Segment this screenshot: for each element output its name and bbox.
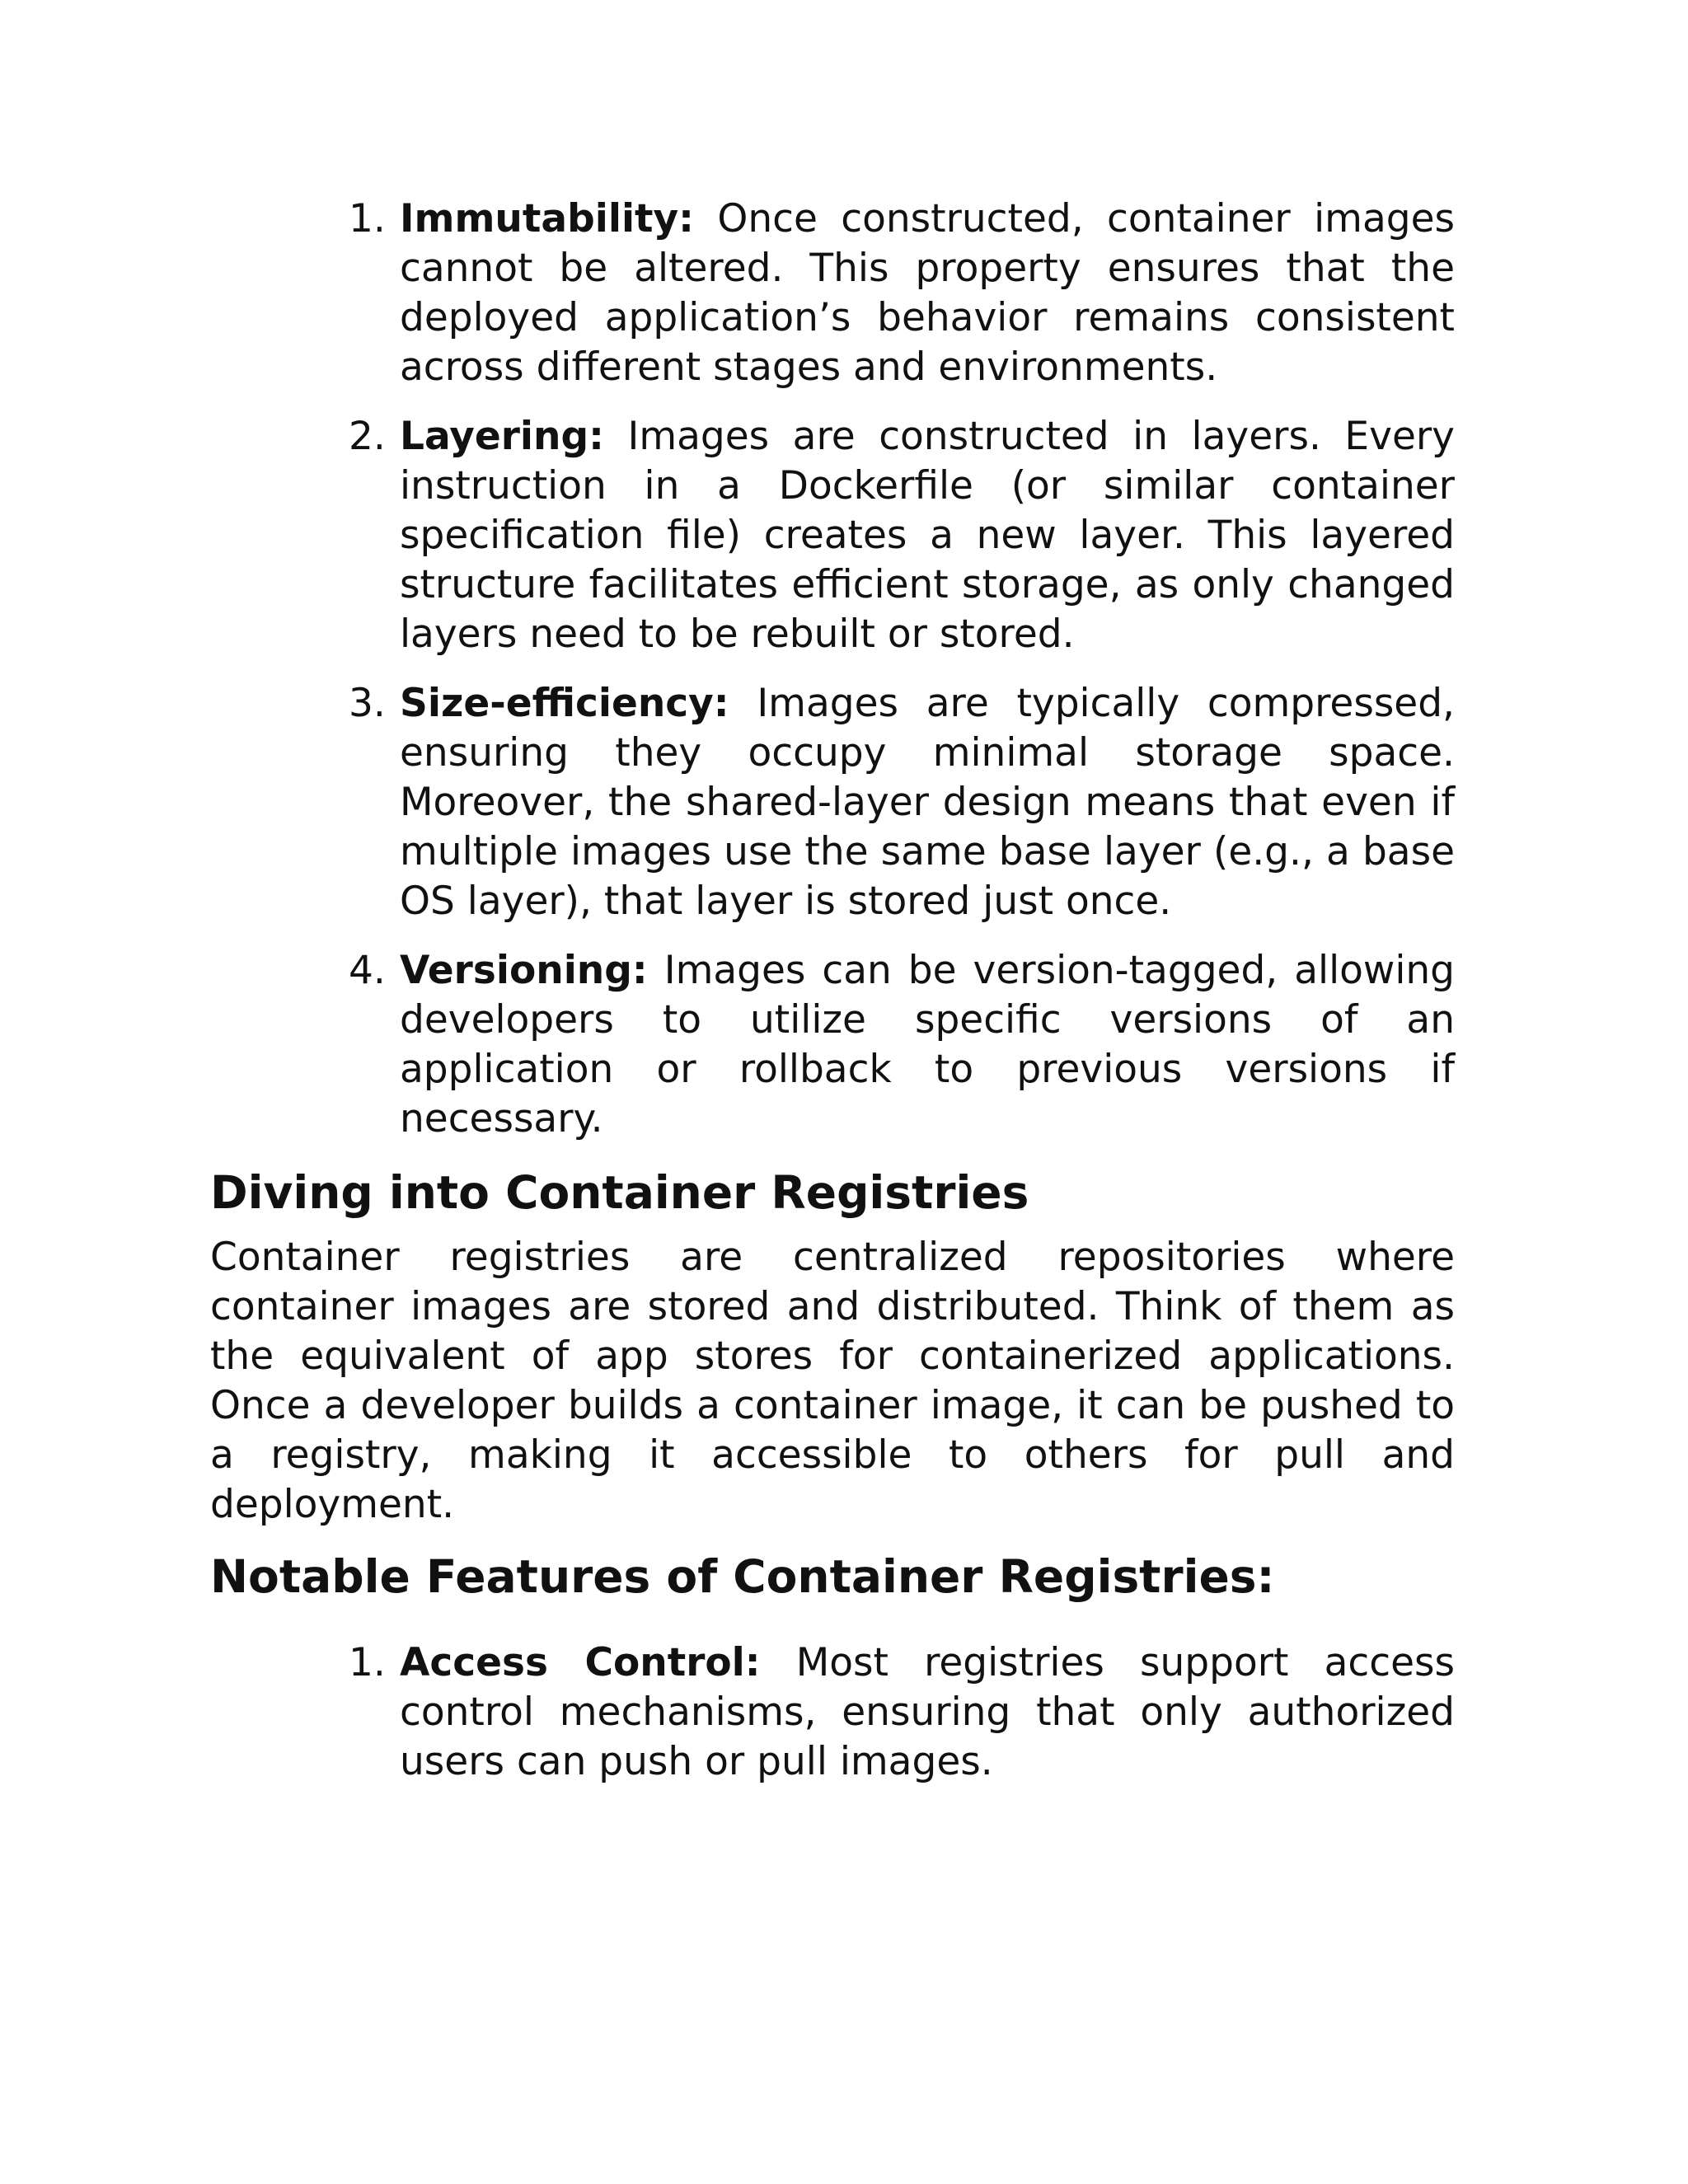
- document-page: [210, 194, 1455, 1807]
- list-item-text: Images can be version-tagged, allowing developers to utilize specific versions of an application or rollback to previous versions if necessary.: [400, 948, 1455, 1141]
- list-item-text: Images are typically compressed, ensuring they occupy minimal storage space. Moreover, the shared-layer design means that even if multiple images use the same base layer (e.g., a base OS layer), that layer is stored just once.: [400, 681, 1455, 924]
- list-item-term: Versioning:: [400, 948, 648, 993]
- list-item: [349, 946, 1455, 1144]
- list-item-term: Access Control:: [400, 1640, 761, 1685]
- list-item: [349, 194, 1455, 392]
- list-item: [349, 679, 1455, 926]
- list-item-text: Most registries support access control mechanisms, ensuring that only authorized users can push or pull images.: [400, 1640, 1455, 1784]
- list-item-text: Once constructed, container images cannot be altered. This property ensures that the deployed application’s behavior remains consistent across different stages and environments.: [400, 196, 1455, 390]
- list-item-number: 1.: [349, 196, 386, 241]
- list-item-number: 2.: [349, 414, 386, 459]
- list-item-number: 3.: [349, 681, 386, 726]
- list-item-number: 4.: [349, 948, 386, 993]
- list-item-term: Layering:: [400, 414, 604, 459]
- list-item-number: 1.: [349, 1640, 386, 1685]
- list-item-term: Size-efficiency:: [400, 681, 729, 726]
- section-heading-features: Notable Features of Container Registries:: [210, 1550, 1275, 1603]
- registries-paragraph: Container registries are centralized repositories where container images are stored and distributed. Think of them as the equivalent of app stores for containerized applications. Once a developer builds a container image, it can be pushed to a registry, making it accessible to others for pull and deployment.: [210, 1235, 1455, 1527]
- image-properties-list: [349, 194, 1455, 1144]
- section-heading-registries: Diving into Container Registries: [210, 1166, 1029, 1219]
- list-item: [349, 412, 1455, 659]
- list-item-term: Immutability:: [400, 196, 694, 241]
- list-item: [349, 1638, 1455, 1787]
- registry-features-list: [349, 1638, 1455, 1787]
- list-item-text: Images are constructed in layers. Every instruction in a Dockerfile (or similar container specification file) creates a new layer. This layered structure facilitates efficient storage, as only changed layers need to be rebuilt or stored.: [400, 414, 1455, 657]
